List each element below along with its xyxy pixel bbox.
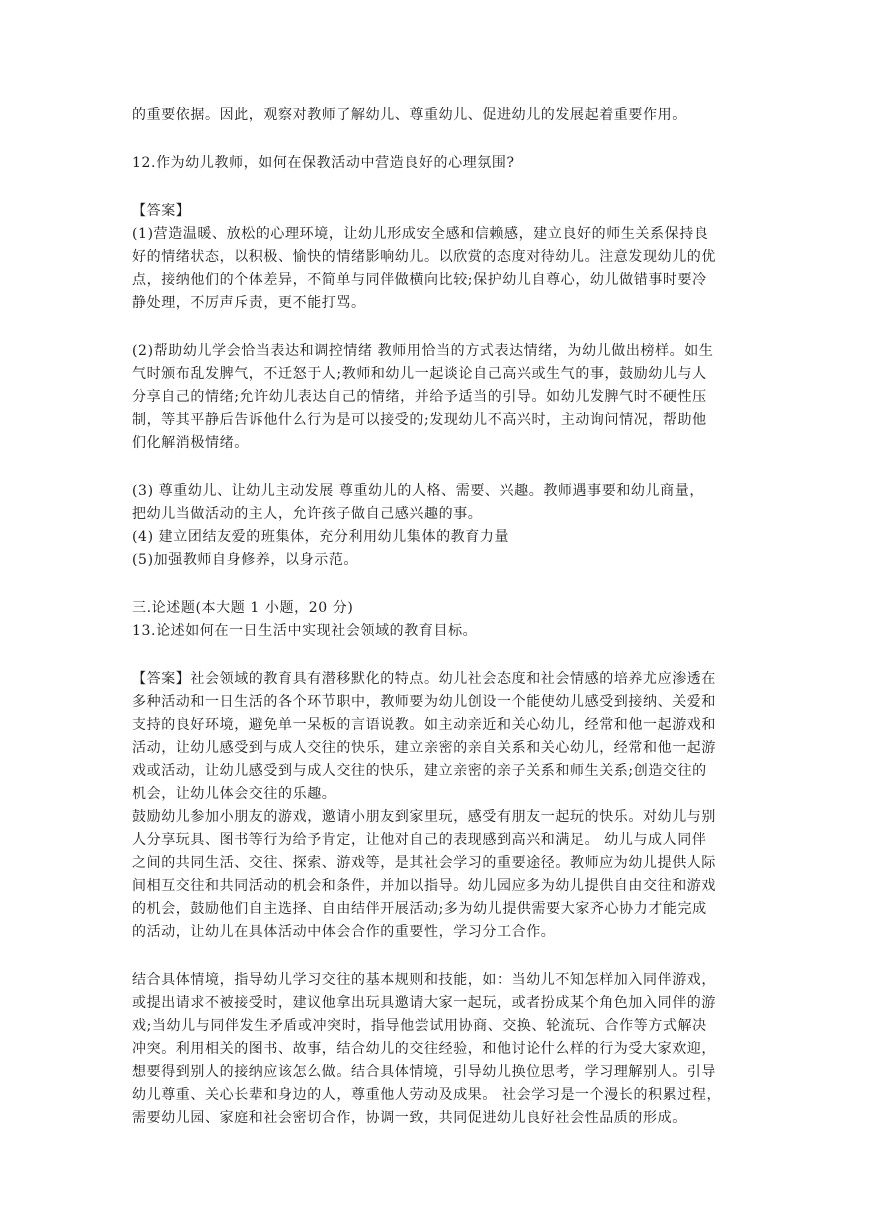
text-line: 【答案】社会领域的教育具有潜移默化的特点。幼儿社会态度和社会情感的培养尤应渗透在	[132, 671, 716, 687]
text-line: (3) 尊重幼儿、让幼儿主动发展 尊重幼儿的人格、需要、兴趣。教师遇事要和幼儿商量，	[132, 483, 704, 499]
text-line: 鼓励幼儿参加小朋友的游戏，邀请小朋友到家里玩，感受有朋友一起玩的快乐。对幼儿与别	[132, 809, 716, 825]
text-line: (1)营造温暖、放松的心理环境，让幼儿形成安全感和信赖感，建立良好的师生关系保持良	[132, 226, 709, 242]
text-line: 想要得到别人的接纳应该怎么做。结合具体情境，引导幼儿换位思考，学习理解别人。引导	[132, 1064, 716, 1080]
document-page	[132, 104, 742, 1130]
text-line: 气时颁布乱发脾气，不迁怒于人;教师和幼儿一起谈论自己高兴或生气的事，鼓励幼儿与人	[132, 366, 707, 382]
text-line: 活动，让幼儿感受到与成人交往的快乐，建立亲密的亲自关系和关心幼儿，经常和他一起游	[132, 740, 716, 756]
answer-12-paragraph-1	[132, 223, 742, 315]
text-line: (5)加强教师自身修养，以身示范。	[132, 552, 359, 568]
text-line: 把幼儿当做活动的主人，允许孩子做自己感兴趣的事。	[132, 506, 483, 522]
text-line: 的机会，鼓励他们自主选择、自由结伴开展活动;多为幼儿提供需要大家齐心协力才能完成	[132, 901, 707, 917]
text-line: 的活动，让幼儿在具体活动中体会合作的重要性，学习分工合作。	[132, 924, 556, 940]
text-line: 人分享玩具、图书等行为给予肯定，让他对自己的表现感到高兴和满足。 幼儿与成人同伴	[132, 832, 707, 848]
text-line: (4) 建立团结友爱的班集体，充分利用幼儿集体的教育力量	[132, 529, 510, 545]
text-line: 机会，让幼儿体会交往的乐趣。	[132, 786, 337, 802]
text-line: 结合具体情境，指导幼儿学习交往的基本规则和技能，如：当幼儿不知怎样加入同伴游戏，	[132, 972, 716, 988]
text-line: 分享自己的情绪;允许幼儿表达自己的情绪，并给予适当的引导。如幼儿发脾气时不硬性压	[132, 389, 707, 405]
intro-line: 的重要依据。因此，观察对教师了解幼儿、尊重幼儿、促进幼儿的发展起着重要作用。	[132, 107, 687, 123]
text-line: 支持的良好环境，避免单一呆板的言语说教。如主动亲近和关心幼儿，经常和他一起游戏和	[132, 717, 716, 733]
text-line: 好的情绪状态，以积极、愉快的情绪影响幼儿。以欣赏的态度对待幼儿。注意发现幼儿的优	[132, 249, 716, 265]
text-line: (2)帮助幼儿学会恰当表达和调控情绪 教师用恰当的方式表达情绪，为幼儿做出榜样。如生	[132, 343, 714, 359]
text-line: 之间的共同生活、交往、探索、游戏等，是其社会学习的重要途径。教师应为幼儿提供人际	[132, 855, 716, 871]
text-line: 幼儿尊重、关心长辈和身边的人，尊重他人劳动及成果。 社会学习是一个漫长的积累过程，	[132, 1087, 722, 1103]
answer-13-paragraph-1	[132, 668, 742, 944]
answer-13-paragraph-2	[132, 969, 742, 1130]
text-line: 们化解消极情绪。	[132, 435, 249, 451]
section-3-heading: 三.论述题(本大题 1 小题，20 分)	[132, 600, 354, 616]
text-line: 间相互交往和共同活动的机会和条件，并加以指导。幼儿园应多为幼儿提供自由交往和游戏	[132, 878, 716, 894]
text-line: 或提出请求不被接受时，建议他拿出玩具邀请大家一起玩，或者扮成某个角色加入同伴的游	[132, 995, 716, 1011]
text-line: 制，等其平静后告诉他什么行为是可以接受的;发现幼儿不高兴时，主动询问情况，帮助他	[132, 412, 707, 428]
question-12: 12.作为幼儿教师，如何在保教活动中营造良好的心理氛围?	[132, 155, 515, 171]
answer-12-paragraph-3	[132, 480, 742, 572]
question-13: 13.论述如何在一日生活中实现社会领域的教育目标。	[132, 623, 478, 639]
text-line: 点，接纳他们的个体差异，不简单与同伴做横向比较;保护幼儿自尊心，幼儿做错事时要冷	[132, 272, 707, 288]
text-line: 多种活动和一日生活的各个环节职中，教师要为幼儿创设一个能使幼儿感受到接纳、关爱和	[132, 694, 716, 710]
text-line: 需要幼儿园、家庭和社会密切合作，协调一致，共同促进幼儿良好社会性品质的形成。	[132, 1110, 687, 1126]
text-line: 戏或活动，让幼儿感受到与成人交往的快乐，建立亲密的亲子关系和师生关系;创造交往的	[132, 763, 707, 779]
text-line: 戏;当幼儿与同伴发生矛盾或冲突时，指导他尝试用协商、交换、轮流玩、合作等方式解决	[132, 1018, 707, 1034]
text-line: 静处理，不厉声斥责，更不能打骂。	[132, 295, 366, 311]
text-line: 冲突。利用相关的图书、故事，结合幼儿的交往经验，和他讨论什么样的行为受大家欢迎，	[132, 1041, 716, 1057]
answer-label-12: 【答案】	[132, 203, 191, 219]
answer-12-paragraph-2	[132, 340, 742, 455]
